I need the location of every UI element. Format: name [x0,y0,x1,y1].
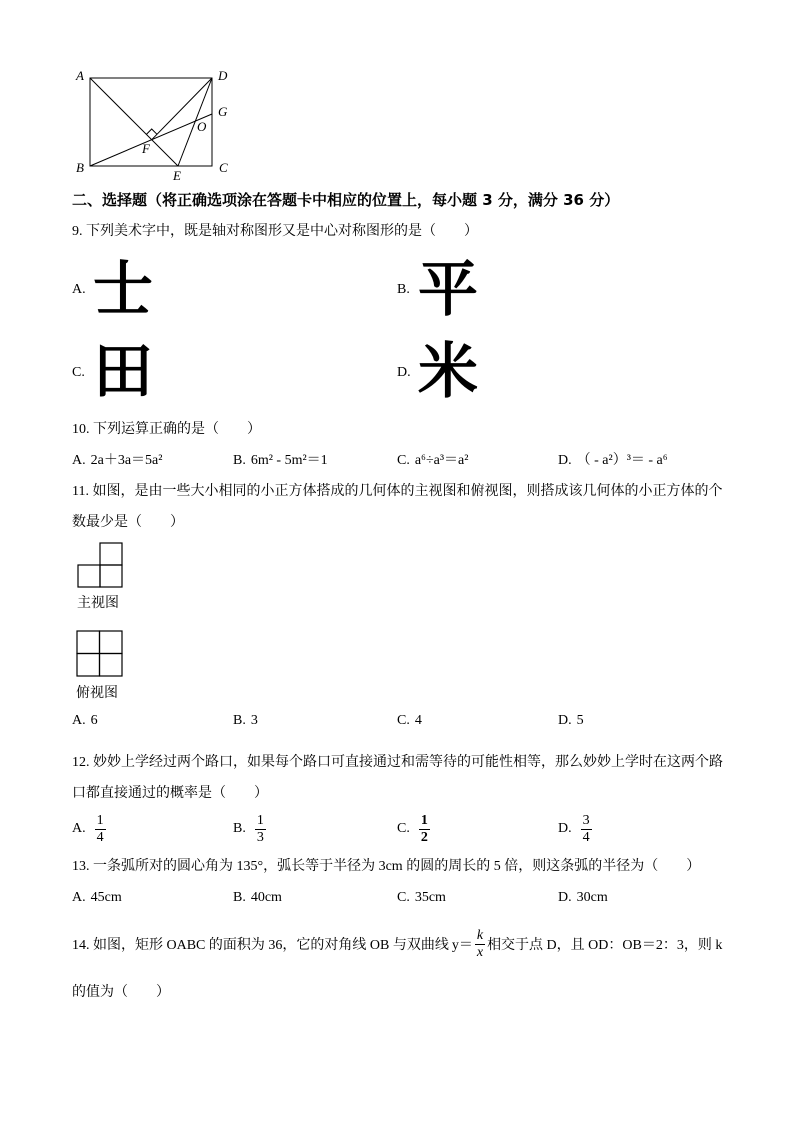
option-value: 35cm [414,890,446,905]
option-label: D. [558,890,572,905]
label-g: G [218,104,228,119]
option-label: B. [233,453,246,468]
label-o: O [197,119,207,134]
line-de [178,78,212,166]
option-expression: （ - a²）³＝ - a⁶ [576,453,668,468]
option-label: B. [233,890,246,905]
fraction [581,813,592,846]
fraction-denominator: 4 [96,829,104,845]
label-b: B [76,160,84,175]
fraction-denominator: 4 [582,829,590,845]
q9-option-c-glyph: 田 [93,337,153,407]
option-label: C. [397,453,410,468]
q14-stem-line-2: 的值为（ ） [72,985,170,1000]
q9-option-d-label: D. [397,365,411,380]
q10-stem: 10. 下列运算正确的是（ ） [72,422,261,437]
label-c: C [219,160,228,175]
option-value: 6 [90,713,98,728]
view-square [78,565,100,587]
option-value: 45cm [90,890,122,905]
q14-stem-line-1 [72,920,722,968]
option-expression: a⁶÷a³＝a² [414,453,469,468]
option-label: D. [558,713,572,728]
q9-option-d-glyph: 米 [418,337,478,407]
option-expression: 2a＋3a＝5a² [90,453,163,468]
option-label: D. [558,821,572,836]
label-a: A [76,68,84,83]
q14-equation-lhs: y＝ [451,938,473,953]
option-label: D. [558,453,572,468]
section-title: 二、选择题（将正确选项涂在答题卡中相应的位置上，每小题 3 分，满分 36 分） [72,191,620,209]
q12-option-c [397,807,430,851]
q11-option-b [233,711,258,731]
q10-option-d [558,451,668,471]
option-value: 3 [250,713,258,728]
option-label: A. [72,890,86,905]
fraction-denominator: x [476,944,484,960]
fraction [95,813,106,846]
option-label: B. [233,713,246,728]
fraction-denominator: 2 [420,829,428,845]
q9-option-c-label: C. [72,365,85,380]
option-value: 5 [576,713,584,728]
fraction-numerator: 1 [256,812,264,828]
q9-stem: 9. 下列美术字中，既是轴对称图形又是中心对称图形的是（ ） [72,224,478,239]
q13-stem: 13. 一条弧所对的圆心角为 135°，弧长等于半径为 3cm 的圆的周长的 5 倍，则这条弧的半径为（ ） [72,859,701,874]
fraction-numerator: 3 [582,812,590,828]
option-label: C. [397,713,410,728]
view-square [100,543,122,565]
label-f: F [142,141,150,156]
q12-option-b [233,807,266,851]
q10-option-c [397,451,468,471]
q11-option-d [558,711,584,731]
q9-option-b-glyph: 平 [418,255,478,325]
q13-option-a [72,888,122,908]
view-square [100,631,123,654]
q13-option-c [397,888,446,908]
fraction [255,813,266,846]
q12-option-d [558,807,592,851]
view-square [100,565,122,587]
option-label: C. [397,890,410,905]
line-bg [90,114,212,166]
fraction-numerator: k [476,927,484,943]
view-square [77,654,100,677]
option-label: B. [233,821,246,836]
q14-stem-post: 相交于点 D，且 OD：OB＝2：3，则 k [487,938,723,953]
q12-stem-line-2: 口都直接通过的概率是（ ） [72,786,268,801]
fraction-numerator: 1 [96,812,104,828]
fraction-denominator: 3 [256,829,264,845]
option-label: A. [72,713,86,728]
front-view-figure [76,541,126,591]
view-square [77,631,100,654]
front-view-label: 主视图 [77,596,119,611]
option-label: A. [72,821,86,836]
option-label: C. [397,821,410,836]
q13-option-d [558,888,608,908]
q9-option-a-label: A. [72,282,86,297]
q11-option-a [72,711,98,731]
label-e: E [173,168,181,183]
option-value: 4 [414,713,422,728]
q14-stem-pre: 14. 如图，矩形 OABC 的面积为 36，它的对角线 OB 与双曲线 [72,938,449,953]
q11-stem-line-2: 数最少是（ ） [72,515,184,530]
rectangle-figure [60,60,240,188]
label-d: D [218,68,228,83]
line-ae [90,78,178,166]
fraction [475,928,485,961]
option-expression: 6m² - 5m²＝1 [250,453,328,468]
q11-stem-line-1: 11. 如图，是由一些大小相同的小正方体搭成的几何体的主视图和俯视图，则搭成该几何体的小正方体的个 [72,484,723,499]
option-label: A. [72,453,86,468]
q9-option-b-label: B. [397,282,410,297]
q11-option-c [397,711,422,731]
q10-option-a [72,451,162,471]
q12-option-a [72,807,106,851]
option-value: 40cm [250,890,282,905]
q13-option-b [233,888,282,908]
q12-stem-line-1: 12. 妙妙上学经过两个路口，如果每个路口可直接通过和需等待的可能性相等，那么妙妙上学时在这两个路 [72,755,723,770]
option-value: 30cm [576,890,608,905]
right-angle-mark [146,129,157,134]
top-view-label: 俯视图 [76,686,118,701]
top-view-figure [75,629,125,679]
fraction-numerator: 1 [420,812,428,828]
fraction [419,813,430,846]
view-square [100,654,123,677]
q10-option-b [233,451,328,471]
q9-option-a-glyph: 士 [93,255,153,325]
